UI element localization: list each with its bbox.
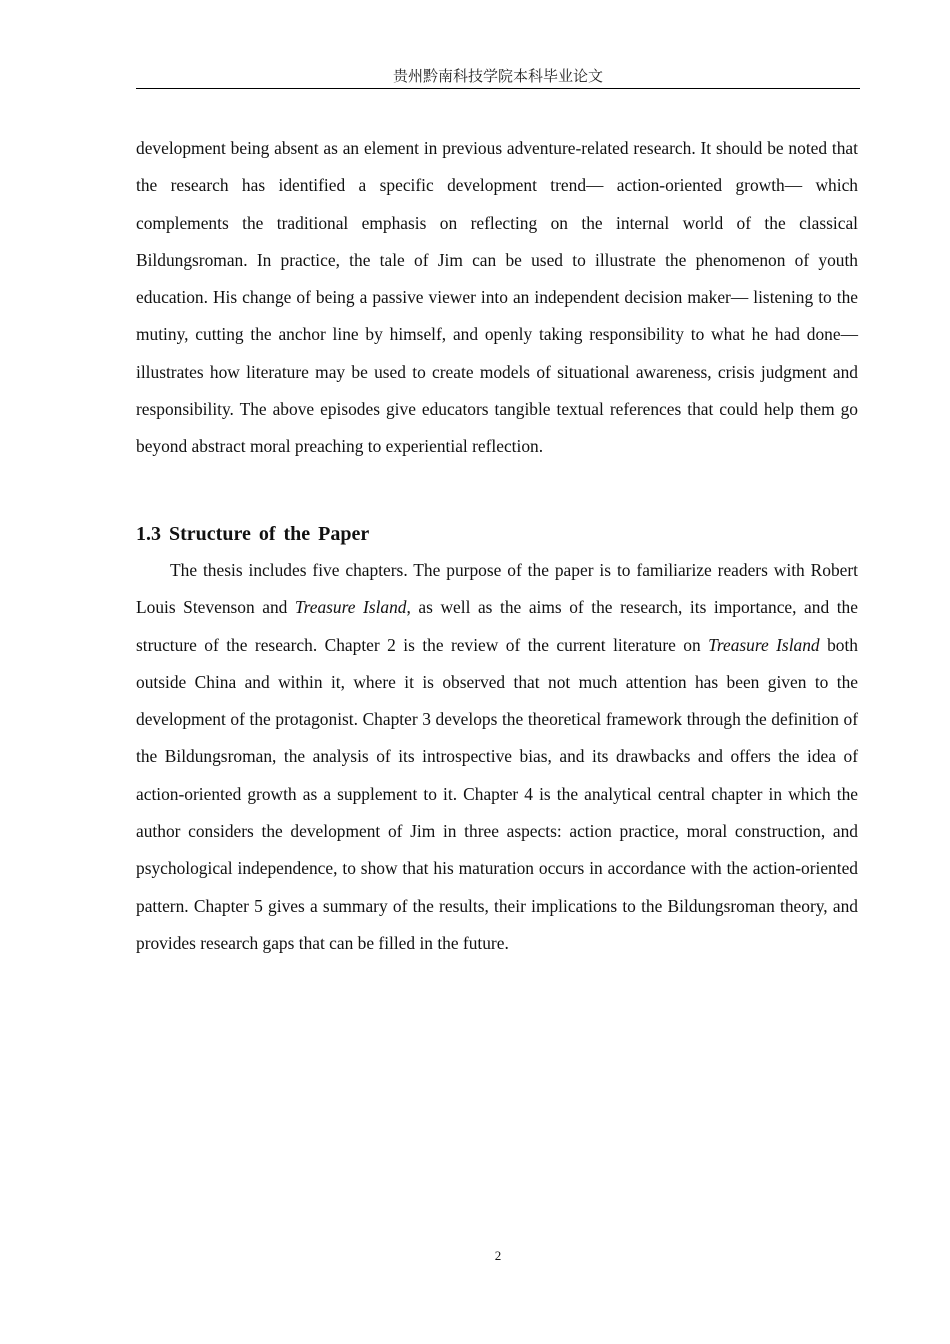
paragraph-text <box>136 552 858 962</box>
paragraph-continuation <box>136 130 858 466</box>
page-number: 2 <box>494 1248 502 1263</box>
text-run: The thesis includes five chapters. The purpose of the paper is to familiarize readers with Robert Louis Stevenson and <box>136 560 858 618</box>
paragraph-text: development being absent as an element in previous adventure-related research. It should be noted that the research has identified a specific development trend— action-oriented growth— which complements the traditional emphasis on reflecting on the internal world of the classical Bildungsroman. In practice, the tale of Jim can be used to illustrate the phenomenon of youth education. His change of being a passive viewer into an independent decision maker— listening to the mutiny, cutting the anchor line by himself, and openly taking responsibility to what he had done— illustrates how literature may be used to create models of situational awareness, crisis judgment and responsibility. The above episodes give educators tangible textual references that could help them go beyond abstract moral preaching to experiential reflection. <box>136 138 858 457</box>
book-title: Treasure Island <box>294 597 407 618</box>
text-run: both outside China and within it, where it is observed that not much attention has been given to the development of the protagonist. Chapter 3 develops the theoretical framework through the definition of the Bildungsroman, the analysis of its introspective bias, and its drawbacks and offers the idea of action-oriented growth as a supplement to it. Chapter 4 is the analytical central chapter in which the author considers the development of Jim in three aspects: action practice, moral construction, and psychological independence, to show that his maturation occurs in accordance with the action-oriented pattern. Chapter 5 gives a summary of the results, their implications to the Bildungsroman theory, and provides research gaps that can be filled in the future. <box>136 634 858 953</box>
paragraph-structure <box>136 552 858 962</box>
header-rule <box>136 88 860 89</box>
book-title: Treasure Island <box>708 634 820 655</box>
section-heading: 1.3 Structure of the Paper <box>136 523 370 545</box>
running-header: 贵州黔南科技学院本科毕业论文 <box>392 69 603 85</box>
text-run: , as well as the aims of the research, its importance, and the structure of the research. Chapter 2 is the review of the current literature on <box>136 597 858 655</box>
